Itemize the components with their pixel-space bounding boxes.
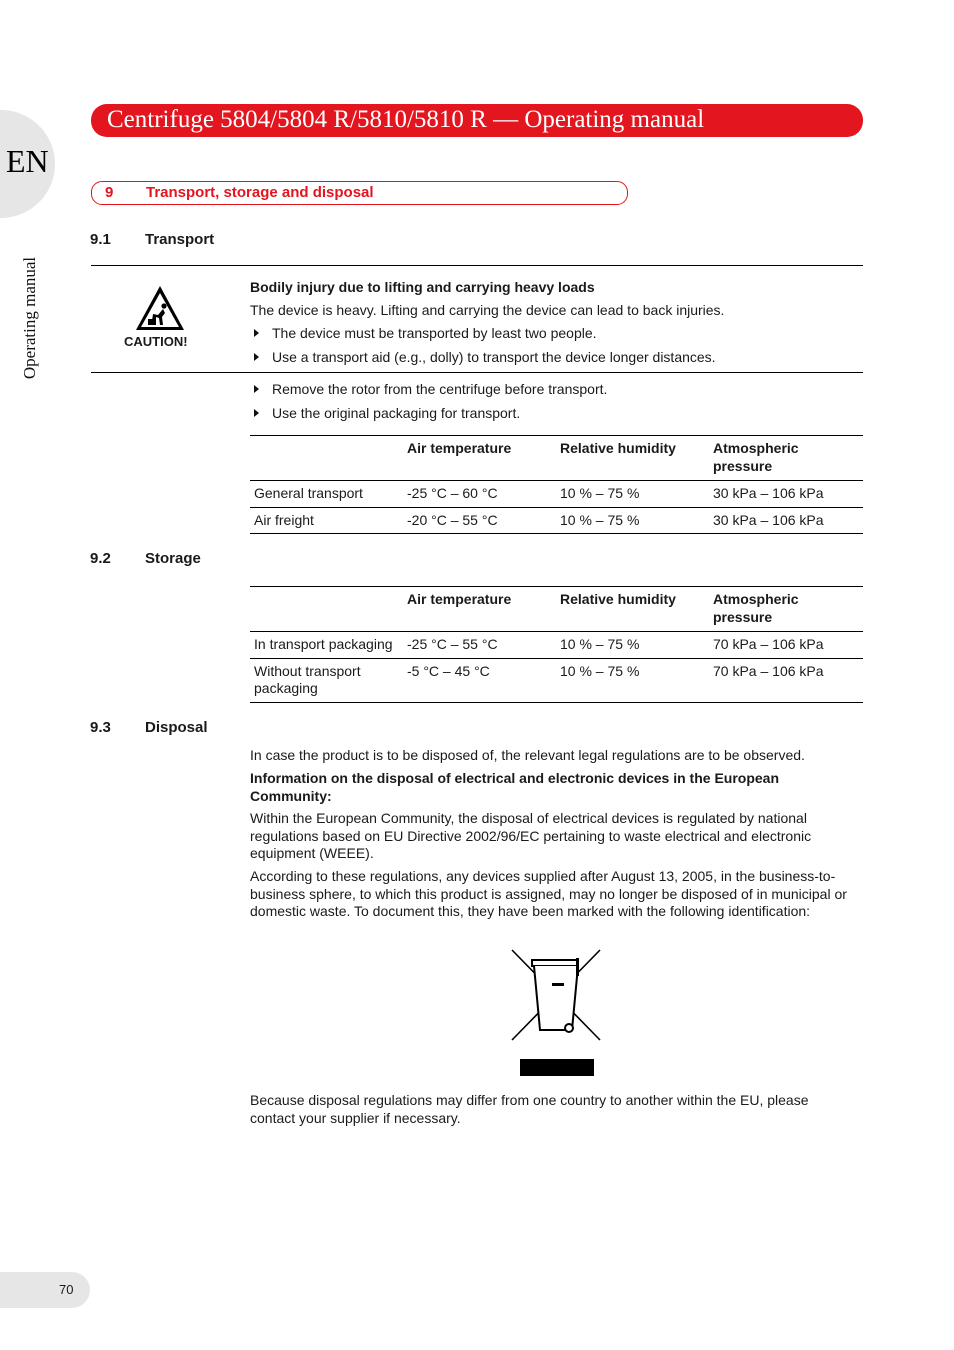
weee-marking-bar (520, 1059, 594, 1076)
table-row (250, 507, 863, 534)
lifting-hazard-warning-icon (134, 284, 186, 332)
bullet-arrow-icon (254, 329, 259, 337)
table-cell: 70 kPa – 106 kPa (713, 662, 824, 679)
table-cell: -25 °C – 60 °C (407, 485, 498, 501)
transport-bullet-text: Use the original packaging for transport. (272, 405, 521, 421)
table-cell: 30 kPa – 106 kPa (713, 511, 824, 528)
transport-conditions-table (250, 435, 863, 534)
chapter-title: Transport, storage and disposal (146, 184, 374, 201)
section-title-transport: Transport (145, 231, 215, 248)
caution-heading: Bodily injury due to lifting and carrying heavy loads (250, 279, 595, 295)
bullet-arrow-icon (254, 353, 259, 361)
table-row (250, 632, 863, 659)
bullet-arrow-icon (254, 385, 259, 393)
table-header-cell (250, 587, 403, 632)
side-section-label: Operating manual (20, 256, 39, 380)
table-header-cell: Atmospheric pressure (713, 440, 799, 474)
table-cell: -25 °C – 55 °C (407, 636, 498, 652)
crossed-out-wheelie-bin-icon (510, 948, 602, 1044)
table-header-cell: Relative humidity (560, 440, 676, 456)
table-cell: General transport (254, 485, 363, 501)
disposal-intro: In case the product is to be disposed of, the relevant legal regulations are to be observed. (250, 747, 805, 763)
table-cell: 10 % – 75 % (560, 636, 640, 652)
table-row (250, 481, 863, 508)
section-number-transport: 9.1 (90, 231, 111, 248)
table-row (250, 658, 863, 702)
table-cell: 10 % – 75 % (560, 662, 640, 679)
disposal-info-heading: Information on the disposal of electrical and electronic devices in the European Community: (250, 770, 780, 804)
table-cell: Without transport packaging (254, 662, 361, 696)
disposal-closing: Because disposal regulations may differ from one country to another within the EU, please contact your supplier if necessary. (250, 1092, 809, 1126)
disposal-paragraph: Within the European Community, the disposal of electrical devices is regulated by national regulations based on EU Directive 2002/96/EC pertaining to waste electrical and electronic equipment (WEEE). (250, 810, 812, 861)
section-number-disposal: 9.3 (90, 719, 111, 736)
table-cell: 70 kPa – 106 kPa (713, 636, 824, 652)
page-number: 70 (59, 1282, 74, 1297)
table-header-row (250, 587, 863, 632)
caution-label: CAUTION! (124, 334, 188, 349)
table-header-cell: Atmospheric pressure (713, 591, 799, 625)
table-cell: 10 % – 75 % (560, 511, 640, 528)
transport-bullet-text: Remove the rotor from the centrifuge before transport. (272, 381, 608, 397)
table-header-cell: Air temperature (407, 440, 512, 456)
page-number-tab (0, 1272, 90, 1308)
language-label: EN (6, 143, 49, 179)
table-cell: 10 % – 75 % (560, 485, 640, 501)
divider (91, 265, 863, 266)
caution-bullet-text: The device must be transported by least two people. (272, 325, 597, 341)
table-cell: -5 °C – 45 °C (407, 662, 490, 679)
section-title-storage: Storage (145, 550, 201, 567)
chapter-number: 9 (105, 184, 114, 201)
table-cell: Air freight (254, 511, 314, 528)
divider (91, 372, 863, 373)
bullet-arrow-icon (254, 409, 259, 417)
section-title-disposal: Disposal (145, 719, 208, 736)
table-header-cell (250, 436, 403, 481)
table-cell: In transport packaging (254, 636, 393, 652)
table-header-row (250, 436, 863, 481)
chapter-heading (91, 181, 628, 205)
disposal-paragraph: According to these regulations, any devices supplied after August 13, 2005, in the business-to-business sphere, to which this product is assigned, may no longer be disposed of in municipal or domestic waste. To document this, they have been marked with the following identification: (250, 868, 847, 919)
header-banner (91, 104, 863, 137)
table-cell: -20 °C – 55 °C (407, 511, 498, 528)
table-header-cell: Relative humidity (560, 591, 676, 607)
table-cell: 30 kPa – 106 kPa (713, 485, 824, 501)
page-title: Centrifuge 5804/5804 R/5810/5810 R — Operating manual (107, 106, 705, 133)
caution-bullet-text: Use a transport aid (e.g., dolly) to transport the device longer distances. (272, 349, 716, 365)
table-header-cell: Air temperature (407, 591, 512, 607)
storage-conditions-table (250, 586, 863, 703)
section-number-storage: 9.2 (90, 550, 111, 567)
caution-text: The device is heavy. Lifting and carrying the device can lead to back injuries. (250, 302, 725, 318)
